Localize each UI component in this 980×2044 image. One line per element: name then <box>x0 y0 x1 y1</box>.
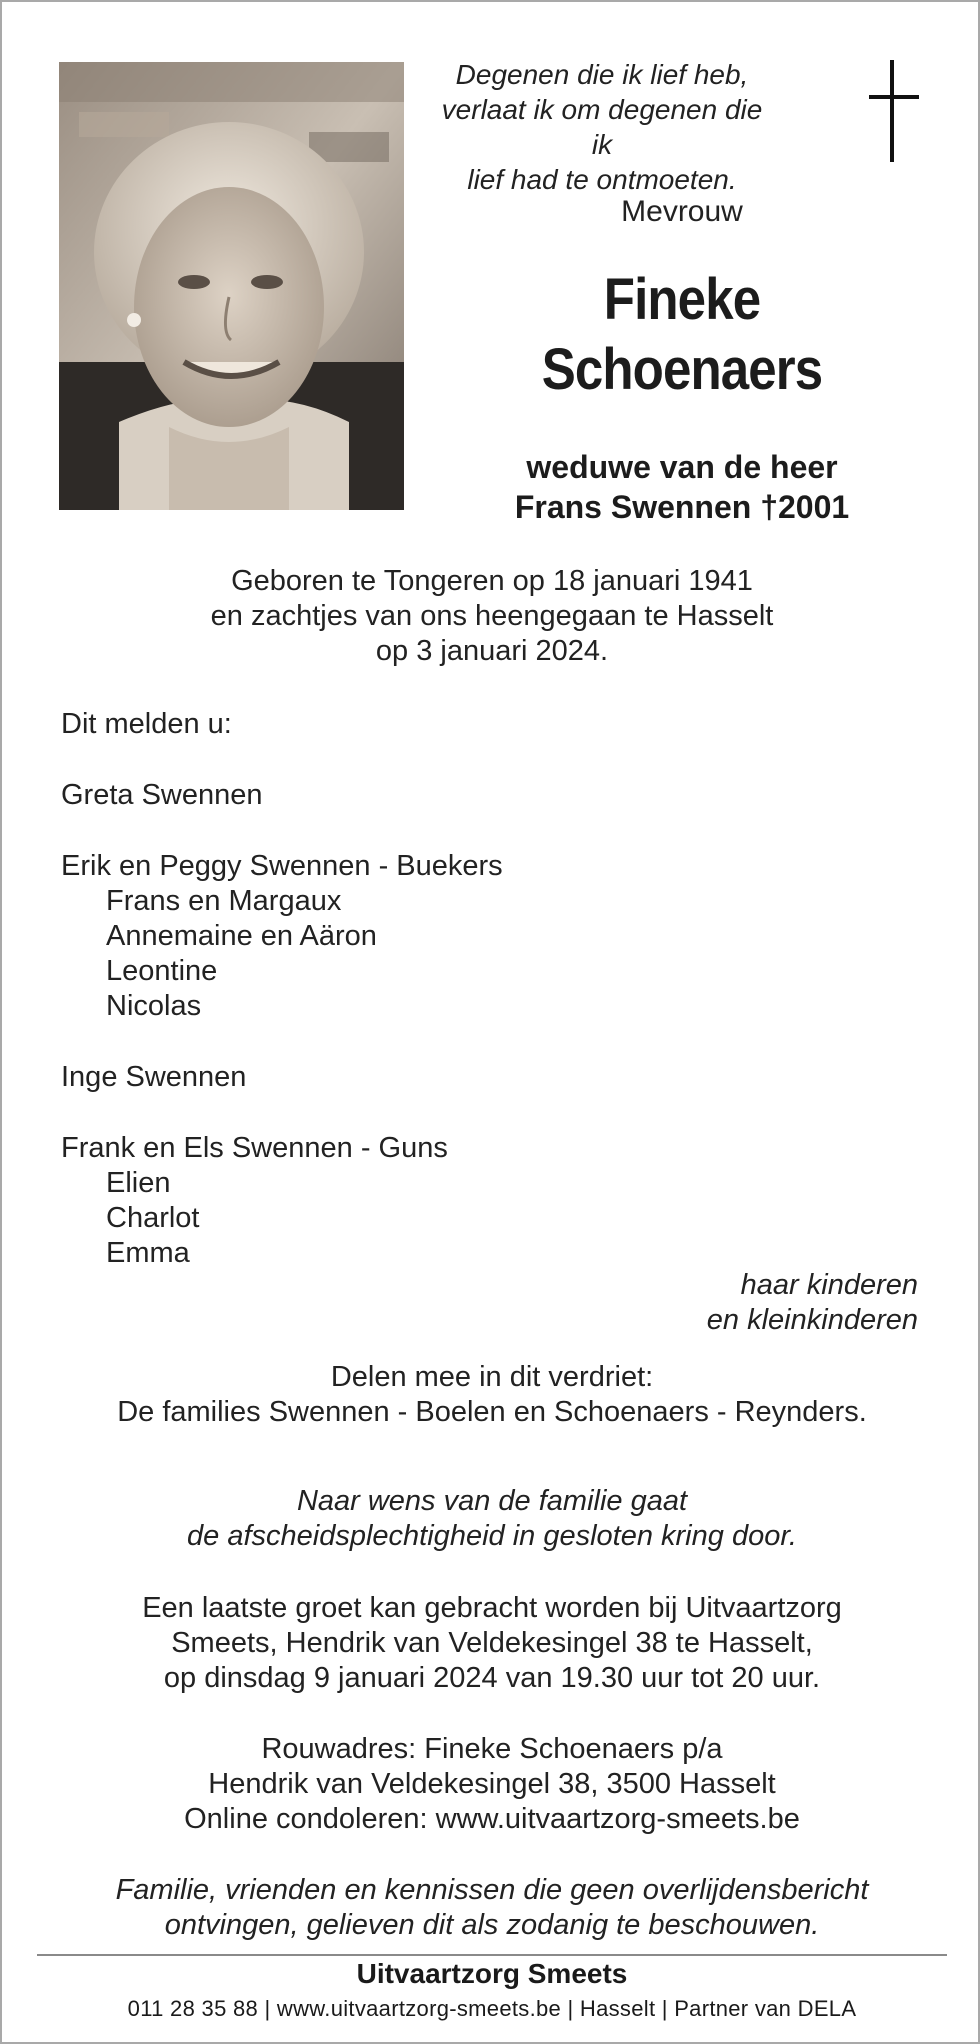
motto-line: Degenen die ik lief heb, <box>455 59 749 90</box>
role-line: haar kinderen <box>740 1269 918 1301</box>
family-member: Erik en Peggy Swennen - Buekers <box>61 850 503 882</box>
grandchild: Nicolas <box>106 990 202 1022</box>
motto-line: verlaat ik om degenen die ik <box>441 94 763 160</box>
greeting-line: Smeets, Hendrik van Veldekesingel 38 te Hasselt, <box>171 1627 813 1659</box>
death-line: en zachtjes van ons heengegaan te Hasselt <box>210 600 774 632</box>
spouse-line: Frans Swennen †2001 <box>514 489 850 525</box>
family-role <box>707 1268 918 1338</box>
motto-line: lief had te ontmoeten. <box>467 164 737 195</box>
share-grief-families: De families Swennen - Boelen en Schoenaers - Reynders. <box>117 1396 867 1428</box>
cross-icon <box>864 60 924 162</box>
notice <box>42 1873 942 1943</box>
family-member: Inge Swennen <box>61 1061 247 1093</box>
contact-info <box>42 1732 942 1837</box>
salutation: Mevrouw <box>621 195 743 228</box>
grandchild: Frans en Margaux <box>106 885 342 917</box>
last-greeting-info <box>42 1591 942 1696</box>
contact-condolence-link[interactable]: Online condoleren: www.uitvaartzorg-smeets.be <box>184 1803 800 1835</box>
contact-address: Hendrik van Veldekesingel 38, 3500 Hasselt <box>208 1768 776 1800</box>
funeral-home-name: Uitvaartzorg Smeets <box>356 1958 628 1989</box>
grandchild: Elien <box>106 1167 171 1199</box>
grandchild: Emma <box>106 1237 190 1269</box>
birth-death-info <box>42 564 942 669</box>
ceremony-info <box>42 1484 942 1554</box>
family-group-erik <box>61 849 503 1024</box>
spouse-info <box>432 447 932 527</box>
grandchild: Annemaine en Aäron <box>106 920 377 952</box>
spouse-line: weduwe van de heer <box>526 449 838 485</box>
family-member: Greta Swennen <box>61 779 263 811</box>
contact-address-name: Rouwadres: Fineke Schoenaers p/a <box>261 1733 723 1765</box>
share-grief <box>42 1360 942 1430</box>
grandchild: Charlot <box>106 1202 200 1234</box>
share-grief-intro: Delen mee in dit verdriet: <box>330 1361 654 1393</box>
notice-line: Familie, vrienden en kennissen die geen overlijdensbericht <box>115 1874 869 1906</box>
portrait-photo <box>59 62 404 510</box>
greeting-line: op dinsdag 9 januari 2024 van 19.30 uur tot 20 uur. <box>163 1662 821 1694</box>
grandchild: Leontine <box>106 955 218 987</box>
ceremony-line: Naar wens van de familie gaat <box>296 1485 688 1517</box>
death-date-line: op 3 januari 2024. <box>375 635 609 667</box>
notice-line: ontvingen, gelieven dit als zodanig te beschouwen. <box>164 1909 820 1941</box>
funeral-home-info: 011 28 35 88 | www.uitvaartzorg-smeets.be | Hasselt | Partner van DELA <box>127 1996 857 2021</box>
greeting-line: Een laatste groet kan gebracht worden bij Uitvaartzorg <box>142 1592 842 1624</box>
announce-intro: Dit melden u: <box>61 708 232 740</box>
last-name: Schoenaers <box>541 337 823 402</box>
deceased-name <box>462 265 902 405</box>
birth-line: Geboren te Tongeren op 18 januari 1941 <box>231 565 753 597</box>
family-group-frank <box>61 1131 448 1271</box>
motto <box>432 57 772 197</box>
footer-divider <box>37 1954 947 1956</box>
family-member: Frank en Els Swennen - Guns <box>61 1132 448 1164</box>
ceremony-line: de afscheidsplechtigheid in gesloten kring door. <box>187 1520 797 1552</box>
first-name: Fineke <box>603 267 761 332</box>
portrait-image <box>59 62 404 510</box>
role-line: en kleinkinderen <box>706 1304 918 1336</box>
